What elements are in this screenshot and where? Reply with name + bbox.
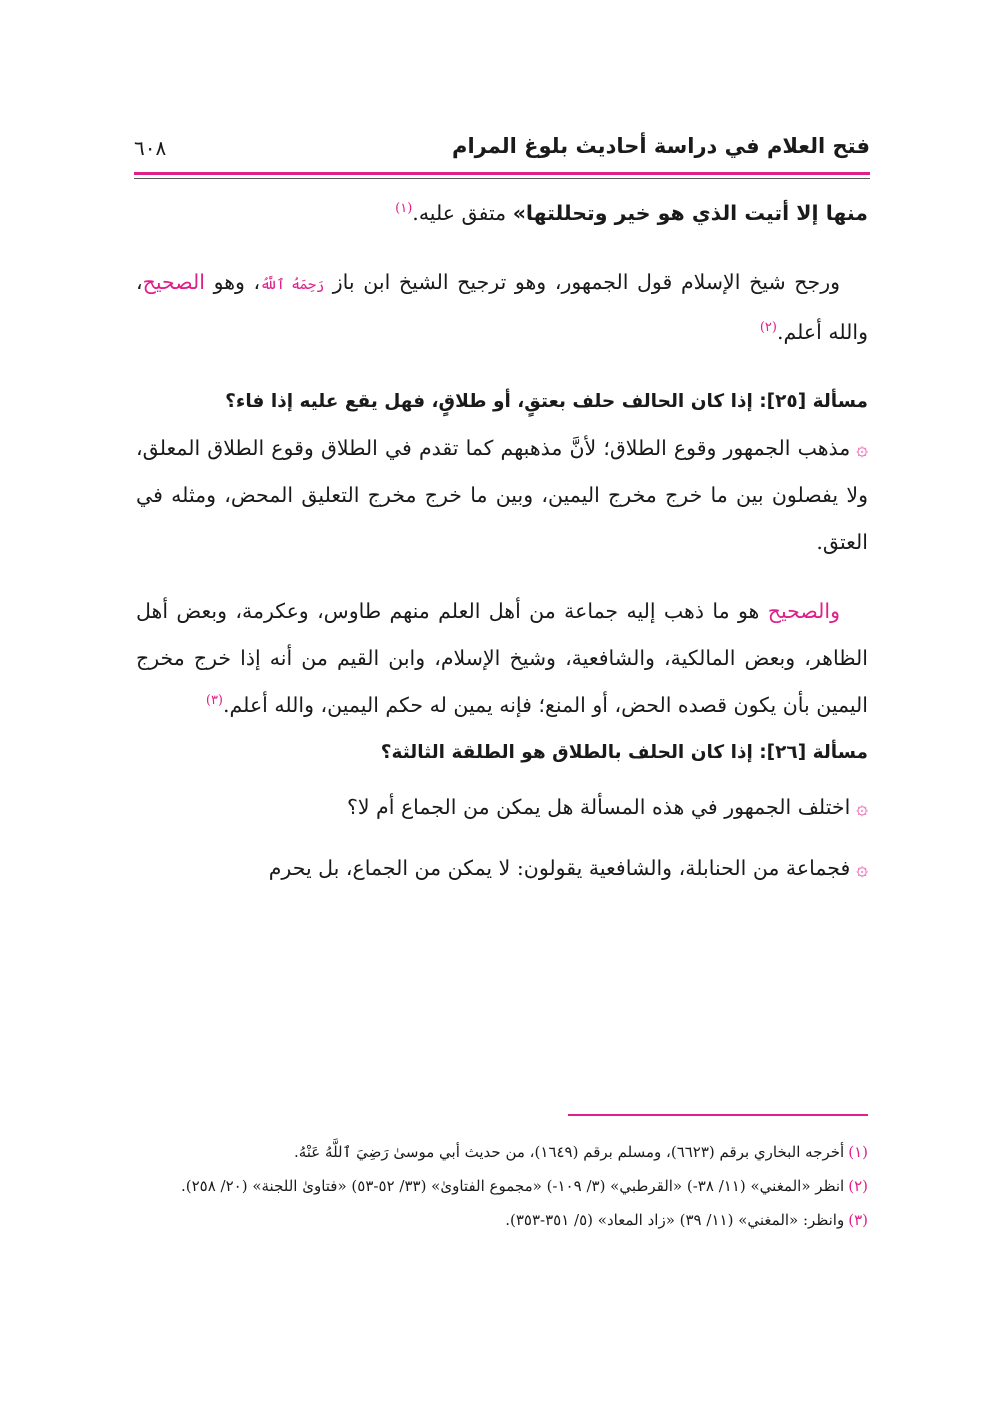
footnote-separator [568,1114,868,1116]
paragraph-sahih: والصحيح هو ما ذهب إليه جماعة من أهل العلم منهم طاوس، وعكرمة، وبعض أهل الظاهر، وبعض المالكية، والشافعية، وشيخ الإسلام، وابن القيم من أنه إذا خرج مخرج اليمين بأن يكون قصده الحض، أو المنع؛ فإنه يمين له حكم اليمين، والله أعلم.$^{(٣)}$ [136,599,868,717]
footnote-2: (٢)انظر «المغني» (١١/ ٣٨-) «القرطبي» (٣/ ١٠٩-) «مجموع الفتاوىٰ» (٣٣/ ٥٢-٥٣) «فتاوىٰ اللجنة» (٢٠/ ٢٥٨). [180,1177,868,1195]
rosette-icon: ۞ [856,856,868,880]
book-title: فتح العلام في دراسة أحاديث بلوغ المرام [452,134,870,158]
footnote-1: (١)أخرجه البخاري برقم (٦٦٢٣)، ومسلم برقم (١٦٤٩)، من حديث أبي موسىٰ رَضِيَ ٱللَّهُ عَنْهُ. [293,1143,868,1161]
footnote-3: (٣)وانظر: «المغني» (١١/ ٣٩) «زاد المعاد» (٥/ ٣٥١-٣٥٣). [505,1211,868,1229]
paragraph-tarjih: ورجح شيخ الإسلام قول الجمهور، وهو ترجيح الشيخ ابن باز رَحِمَهُ ٱللَّهُ، وهو الصحيح، والله أعلم.$^{(٢)}$ [136,270,868,344]
honorific: رَحِمَهُ ٱللَّهُ [260,277,325,293]
question-26: مسألة [٢٦]: إذا كان الحلف بالطلاق هو الطلقة الثالثة؟ [380,742,868,763]
main-text [136,190,868,892]
header-rule-pink [134,172,870,175]
highlight-sahih-2: والصحيح [767,599,840,623]
line-continuation: منها إلا أتيت الذي هو خير وتحللتها» متفق عليه.$^{(١)}$ [395,201,868,225]
rosette-icon: ۞ [856,436,868,460]
question-25: مسألة [٢٥]: إذا كان الحالف حلف بعتقٍ، أو طلاقٍ، فهل يقع عليه إذا فاء؟ [225,391,868,412]
footnote-ref-2[interactable]: (٢) [759,320,777,336]
header-rule-thin [134,178,870,179]
highlight-sahih: الصحيح [142,270,205,294]
page-number: ٦٠٨ [134,136,167,160]
footnote-ref-3[interactable]: (٣) [205,693,223,709]
paragraph-hanabila: ۞فجماعة من الحنابلة، والشافعية يقولون: لا يمكن من الجماع، بل يحرم [268,856,868,880]
paragraph-madhhab: ۞مذهب الجمهور وقوع الطلاق؛ لأنَّ مذهبهم كما تقدم في الطلاق وقوع الطلاق المعلق، ولا يفصلون بين ما خرج مخرج اليمين، وبين ما خرج مخرج التعليق المحض، ومثله في العتق. [136,436,868,554]
running-header [134,122,870,172]
footnotes [136,1138,868,1240]
paragraph-ikhtilaf: ۞اختلف الجمهور في هذه المسألة هل يمكن من الجماع أم لا؟ [346,795,868,819]
rosette-icon: ۞ [856,795,868,819]
footnote-ref-1[interactable]: (١) [395,201,413,217]
